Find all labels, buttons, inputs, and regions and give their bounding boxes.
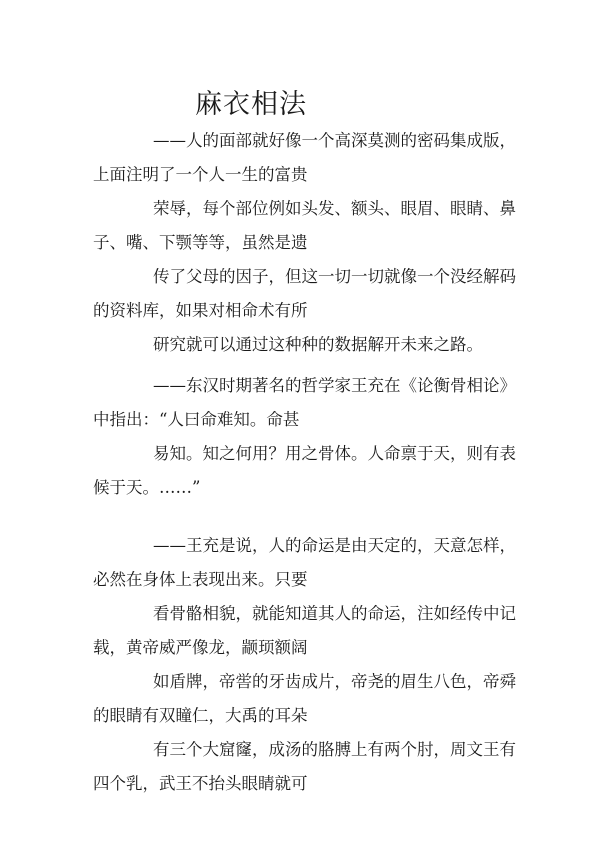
paragraph-line: 载，黄帝威严像龙，颛顼额阔 <box>93 638 308 657</box>
paragraph-line: 子、嘴、下颚等等，虽然是遗 <box>93 233 308 252</box>
document-title: 麻衣相法 <box>195 89 307 120</box>
paragraph-line: 四个乳，武王不抬头眼睛就可 <box>93 774 308 793</box>
paragraph-line: 易知。知之何用？用之骨体。人命禀于天，则有表 <box>153 444 516 463</box>
paragraph-line: 上面注明了一个人一生的富贵 <box>93 165 308 184</box>
paragraph-line: 中指出：“人曰命难知。命甚 <box>93 410 300 429</box>
paragraph-wang-chong-explanation <box>93 529 516 801</box>
paragraph-line: ——东汉时期著名的哲学家王充在《论衡骨相论》 <box>153 376 516 395</box>
paragraph-line: 如盾牌，帝喾的牙齿成片，帝尧的眉生八色，帝舜 <box>153 672 516 691</box>
paragraph-wang-chong-quote <box>93 369 516 505</box>
paragraph-line: 看骨骼相貌，就能知道其人的命运，注如经传中记 <box>153 604 516 623</box>
paragraph-line: 候于天。……” <box>93 478 201 497</box>
paragraph-face-code <box>93 124 516 362</box>
paragraph-line: 的资料库，如果对相命术有所 <box>93 301 308 320</box>
paragraph-line: 荣辱，每个部位例如头发、额头、眼眉、眼睛、鼻 <box>153 199 516 218</box>
paragraph-line: ——人的面部就好像一个高深莫测的密码集成版， <box>153 131 516 150</box>
paragraph-line: 传了父母的因子，但这一切一切就像一个没经解码 <box>153 267 516 286</box>
paragraph-line: 的眼睛有双瞳仁，大禹的耳朵 <box>93 706 308 725</box>
paragraph-line: 必然在身体上表现出来。只要 <box>93 570 308 589</box>
paragraph-line: 有三个大窟窿，成汤的胳膊上有两个肘，周文王有 <box>153 740 516 759</box>
paragraph-line: 研究就可以通过这种种的数据解开未来之路。 <box>153 335 483 354</box>
paragraph-line: ——王充是说，人的命运是由天定的，天意怎样， <box>153 536 516 555</box>
